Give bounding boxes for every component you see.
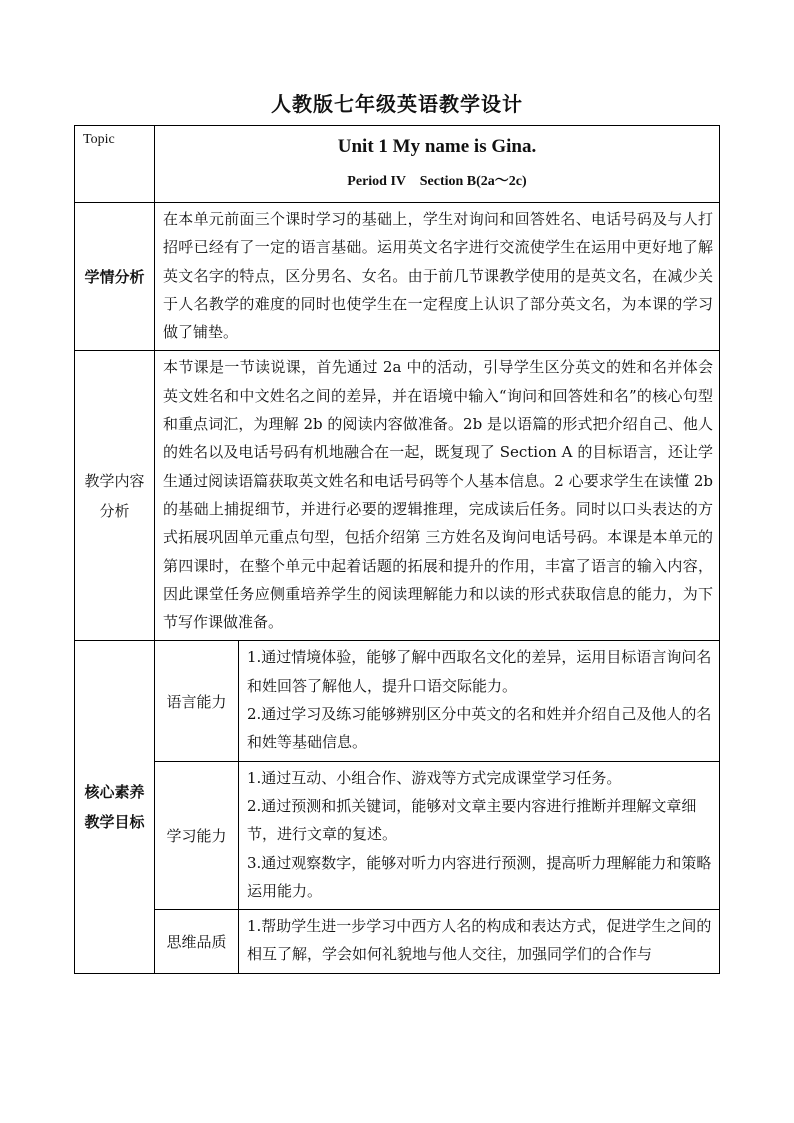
learning-ability-item-1: 1.通过互动、小组合作、游戏等方式完成课堂学习任务。 [247,768,622,787]
language-ability-label: 语言能力 [155,641,239,761]
language-ability-item-2: 2.通过学习及练习能够辨别区分中英文的名和姓并介绍自己及他人的名和姓等基础信息。 [247,705,712,752]
content-analysis-label-line2: 分析 [99,501,130,520]
core-goals-row-language [75,641,720,761]
document-title: 人教版七年级英语教学设计 [271,92,523,116]
core-goals-label [75,641,155,973]
learner-analysis-label: 学情分析 [75,203,155,351]
thinking-quality-items [239,910,720,974]
content-analysis-text: 本节课是一节读说课，首先通过 2a 中的活动，引导学生区分英文的姓和名并体会英文姓名和中文姓名之间的差异，并在语境中输入“询问和回答姓和名”的核心句型和重点词汇，为理解 2b 的阅读内容做准备。2b 是以语篇的形式把介绍自己、他人的姓名以及电话号码有机地融合在一起，既复现了 Section A 的目标语言，还让学生通过阅读语篇获取英文姓名和电话号码等个人基本信息。2 心要求学生在读懂 2b 的基础上捕捉细节，并进行必要的逻辑推理，完成读后任务。同时以口头表达的方式拓展巩固单元重点句型，包括介绍第 三方姓名及询问电话号码。本课是本单元的第四课时，在整个单元中起着话题的拓展和提升的作用，丰富了语言的输入内容，因此课堂任务应侧重培养学生的阅读理解能力和以读的形式获取信息的能力，为下节写作课做准备。 [155,351,720,641]
language-ability-items [239,641,720,761]
learning-ability-items [239,761,720,909]
learning-ability-label: 学习能力 [155,761,239,909]
unit-title: Unit 1 My name is Gina. [337,136,537,157]
core-goals-row-learning [75,761,720,909]
topic-label: Topic [75,126,155,203]
content-analysis-label-line1: 教学内容 [84,471,145,490]
period-section: Period IV Section B(2a～2c) [347,174,527,189]
core-goals-row-thinking [75,910,720,974]
topic-row [75,126,720,203]
language-ability-item-1: 1.通过情境体验，能够了解中西取名文化的差异，运用目标语言询问名和姓回答了解他人，提升口语交际能力。 [247,648,712,695]
learner-analysis-row [75,203,720,351]
content-analysis-label [75,351,155,641]
learning-ability-item-3: 3.通过观察数字，能够对听力内容进行预测，提高听力理解能力和策略运用能力。 [247,853,712,900]
core-goals-label-line1: 核心素养 [84,783,145,802]
learner-analysis-text: 在本单元前面三个课时学习的基础上，学生对询问和回答姓名、电话号码及与人打招呼已经有了一定的语言基础。运用英文名字进行交流使学生在运用中更好地了解英文名字的特点，区分男名、女名。由于前几节课教学使用的是英文名，在减少关于人名教学的难度的同时也使学生在一定程度上认识了部分英文名，为本课的学习做了铺垫。 [155,203,720,351]
core-goals-label-line2: 教学目标 [84,813,145,832]
thinking-quality-item-1: 1.帮助学生进一步学习中西方人名的构成和表达方式，促进学生之间的相互了解，学会如何礼貌地与他人交往，加强同学们的合作与 [247,917,712,964]
lesson-plan-table [74,125,720,974]
content-analysis-row [75,351,720,641]
thinking-quality-label: 思维品质 [155,910,239,974]
topic-content [155,126,720,203]
learning-ability-item-2: 2.通过预测和抓关键词，能够对文章主要内容进行推断并理解文章细节，进行文章的复述。 [247,796,697,844]
